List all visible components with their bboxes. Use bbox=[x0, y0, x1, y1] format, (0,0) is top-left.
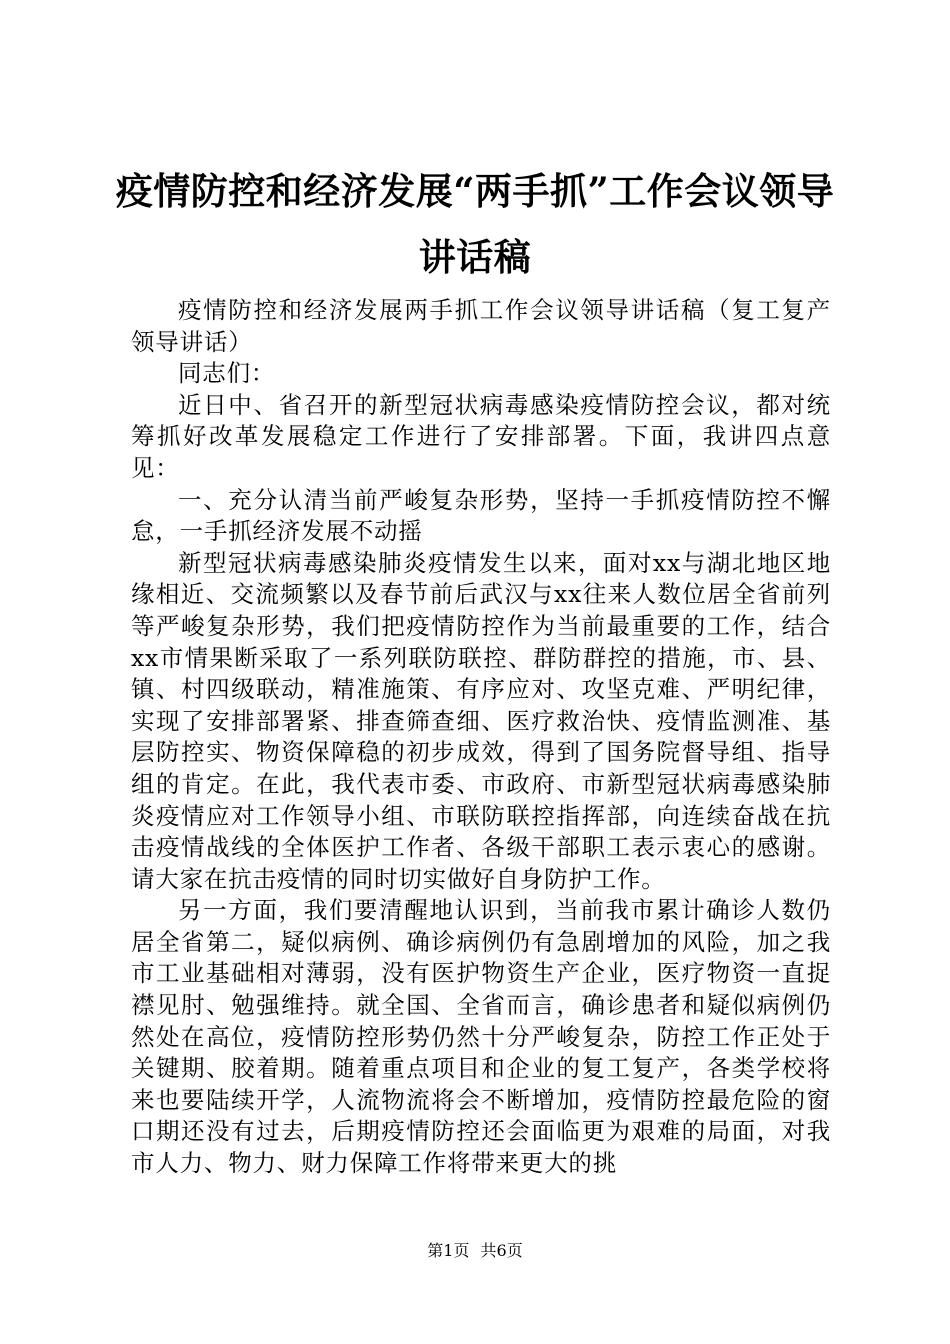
document-body bbox=[131, 295, 831, 1180]
body-paragraph: 另一方面，我们要清醒地认识到，当前我市累计确诊人数仍居全省第二，疑似病例、确诊病例仍有急剧增加的风险，加之我市工业基础相对薄弱，没有医护物资生产企业，医疗物资一直捉襟见肘、勉强维持。就全国、全省而言，确诊患者和疑似病例仍然处在高位，疫情防控形势仍然十分严峻复杂，防控工作正处于关键期、胶着期。随着重点项目和企业的复工复产，各类学校将来也要陆续开学，人流物流将会不断增加，疫情防控最危险的窗口期还没有过去，后期疫情防控还会面临更为艰难的局面，对我市人力、物力、财力保障工作将带来更大的挑 bbox=[131, 896, 831, 1178]
document-title: 疫情防控和经济发展“两手抓”工作会议领导讲话稿 bbox=[115, 169, 835, 279]
salutation: 同志们： bbox=[178, 359, 276, 388]
subtitle-paragraph: 疫情防控和经济发展两手抓工作会议领导讲话稿（复工复产领导讲话） bbox=[131, 296, 831, 356]
page-footer: 第1页 共6页 bbox=[427, 1241, 523, 1260]
body-paragraph: 近日中、省召开的新型冠状病毒感染疫情防控会议，都对统筹抓好改革发展稳定工作进行了安排部署。下面，我讲四点意见： bbox=[131, 390, 831, 482]
body-paragraph: 新型冠状病毒感染肺炎疫情发生以来，面对xx与湖北地区地缘相近、交流频繁以及春节前后武汉与xx往来人数位居全省前列等严峻复杂形势，我们把疫情防控作为当前最重要的工作，结合xx市情果断采取了一系列联防联控、群防群控的措施，市、县、镇、村四级联动，精准施策、有序应对、攻坚克难、严明纪律，实现了安排部署紧、排查筛查细、医疗救治快、疫情监测准、基层防控实、物资保障稳的初步成效，得到了国务院督导组、指导组的肯定。在此，我代表市委、市政府、市新型冠状病毒感染肺炎疫情应对工作领导小组、市联防联控指挥部，向连续奋战在抗击疫情战线的全体医护工作者、各级干部职工表示衷心的感谢。请大家在抗击疫情的同时切实做好自身防护工作。 bbox=[131, 548, 831, 893]
section-heading: 一、充分认清当前严峻复杂形势，坚持一手抓疫情防控不懈怠，一手抓经济发展不动摇 bbox=[131, 485, 831, 546]
